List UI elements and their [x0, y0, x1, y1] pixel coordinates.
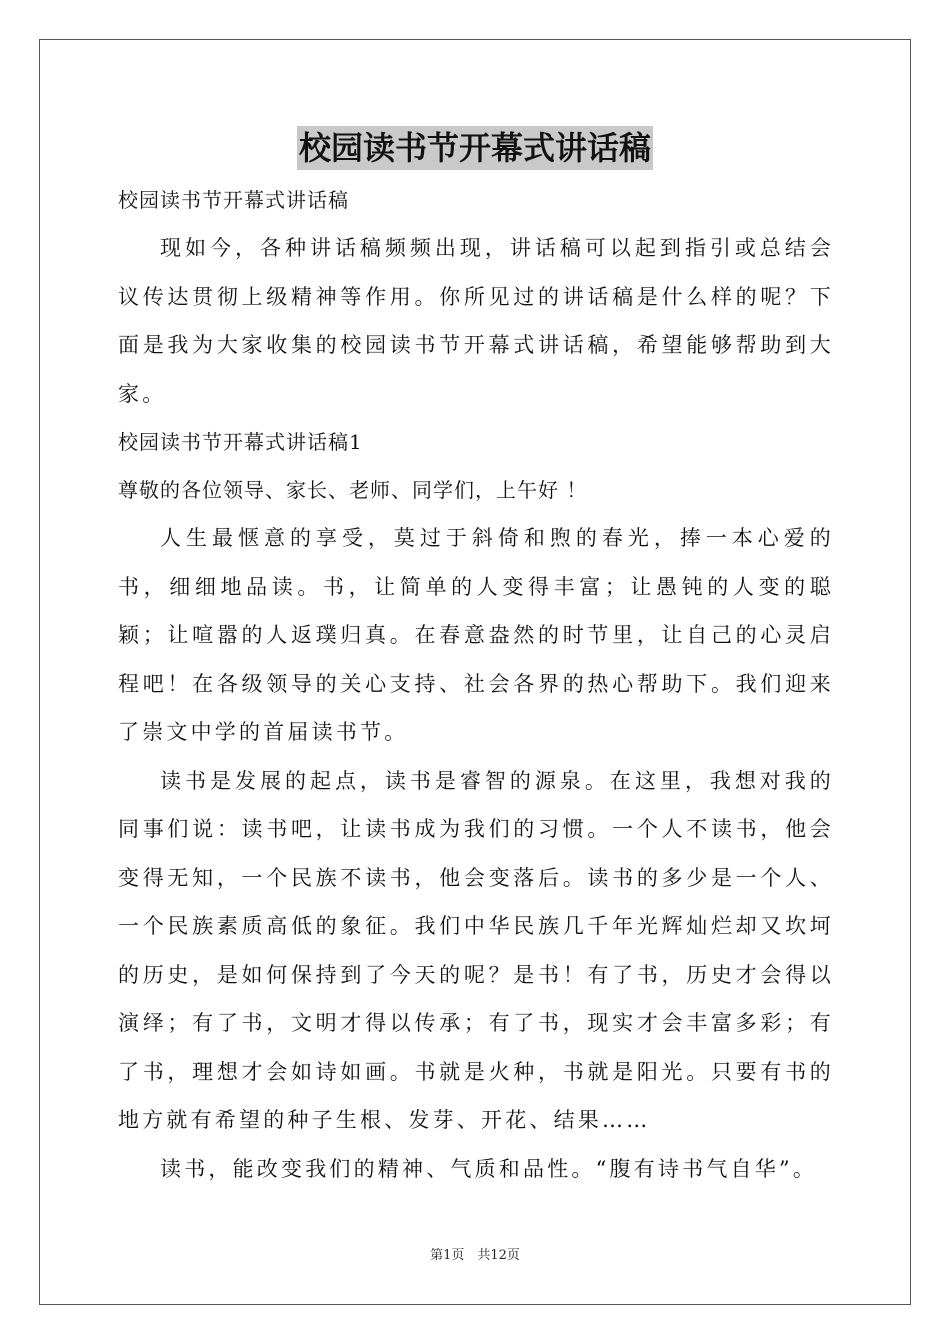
document-subtitle: 校园读书节开幕式讲话稿 — [118, 188, 349, 212]
title-container — [0, 126, 950, 170]
page-number-footer: 第1页 共12页 — [430, 1248, 520, 1263]
greeting-line: 尊敬的各位领导、家长、老师、同学们，上午好 ！ — [118, 478, 588, 502]
intro-paragraph: 现如今，各种讲话稿频频出现，讲话稿可以起到指引或总结会议传达贯彻上级精神等作用。你所见过的讲话稿是什么样的呢？下面是我为大家收集的校园读书节开幕式讲话稿，希望能够帮助到大家。 — [118, 236, 834, 406]
body-paragraph: 读书是发展的起点，读书是睿智的源泉。在这里，我想对我的同事们说：读书吧，让读书成为我们的习惯。一个人不读书，他会变得无知，一个民族不读书，他会变落后。读书的多少是一个人、一个民族素质高低的象征。我们中华民族几千年光辉灿烂却又坎坷的历史，是如何保持到了今天的呢？是书！有了书，历史才会得以演绎；有了书，文明才得以传承；有了书，现实才会丰富多彩；有了书，理想才会如诗如画。书就是火种，书就是阳光。只要有书的地方就有希望的种子生根、发芽、开花、结果…… — [118, 768, 834, 1132]
document-title: 校园读书节开幕式讲话稿 — [297, 126, 653, 170]
document-body — [118, 176, 834, 1193]
body-paragraph: 人生最惬意的享受，莫过于斜倚和煦的春光，捧一本心爱的书，细细地品读。书，让简单的人变得丰富；让愚钝的人变的聪颖；让喧嚣的人返璞归真。在春意盎然的时节里，让自己的心灵启程吧！在各级领导的关心支持、社会各界的热心帮助下。我们迎来了崇文中学的首届读书节。 — [118, 526, 834, 744]
body-paragraph: 读书，能改变我们的精神、气质和品性。“腹有诗书气自华”。 — [160, 1156, 818, 1181]
section-title: 校园读书节开幕式讲话稿1 — [118, 430, 363, 454]
